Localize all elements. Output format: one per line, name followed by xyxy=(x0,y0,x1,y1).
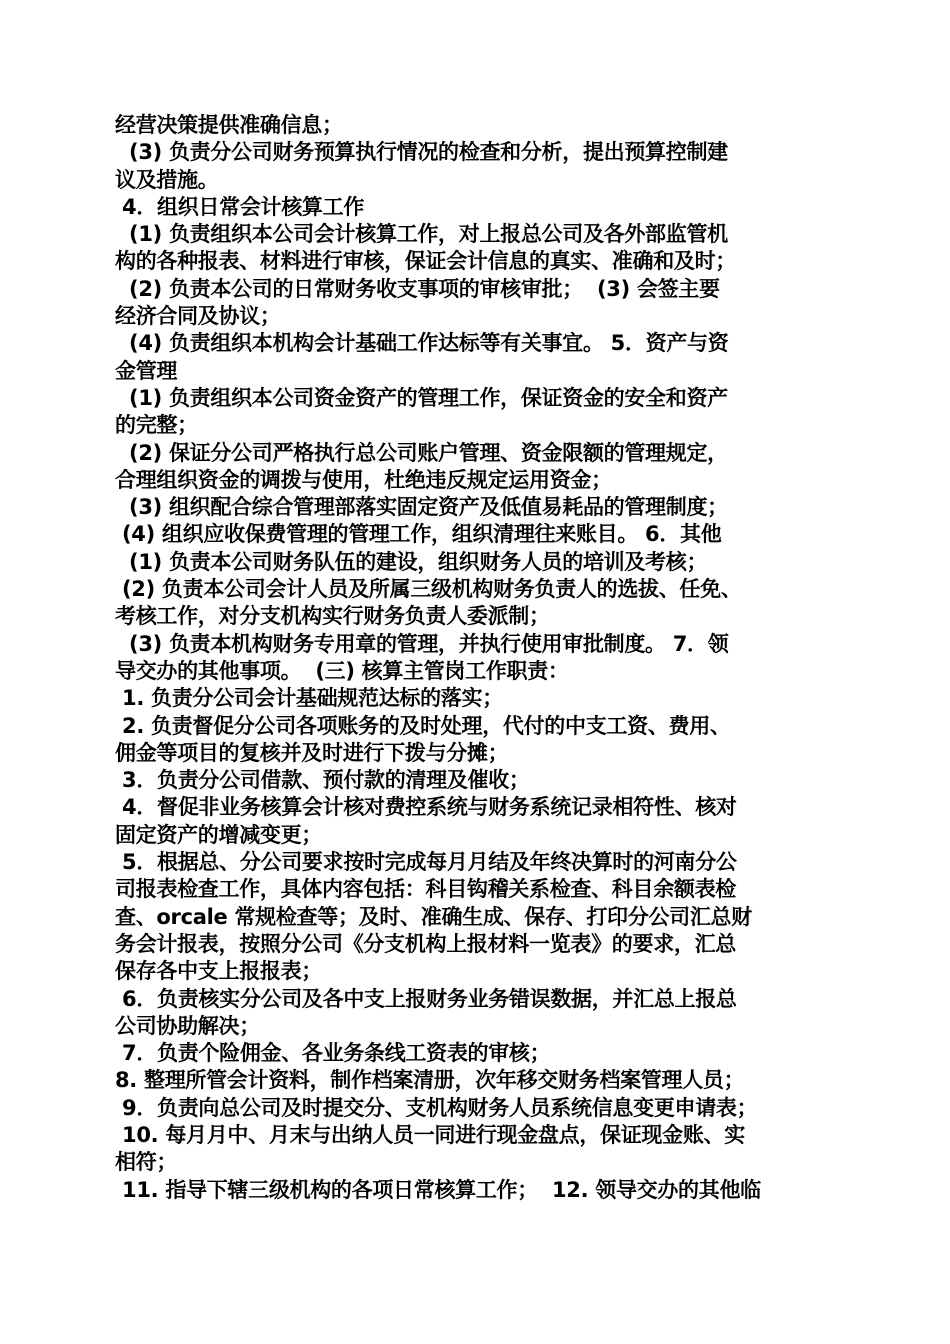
text-line: 构的各种报表、材料进行审核，保证会计信息的真实、准确和及时； xyxy=(115,249,736,274)
text-line: 8. 整理所管会计资料，制作档案清册，次年移交财务档案管理人员； xyxy=(115,1068,745,1093)
text-line: 考核工作，对分支机构实行财务负责人委派制； xyxy=(115,604,550,629)
text-line: 6．负责核实分公司及各中支上报财务业务错误数据，并汇总上报总 xyxy=(115,986,737,1011)
document-body xyxy=(115,112,850,1204)
text-line: 经营决策提供准确信息； xyxy=(115,113,343,137)
text-line: 相符； xyxy=(115,1150,178,1175)
text-line: 固定资产的增减变更； xyxy=(115,822,322,847)
text-line: 9．负责向总公司及时提交分、支机构财务人员系统信息变更申请表； xyxy=(115,1095,758,1120)
text-line: 经济合同及协议； xyxy=(115,304,281,329)
text-line: 查、orcale 常规检查等；及时、准确生成、保存、打印分公司汇总财 xyxy=(115,904,752,929)
text-line: 1. 负责分公司会计基础规范达标的落实； xyxy=(115,686,503,711)
text-line: (2) 负责本公司的日常财务收支事项的审核审批； (3) 会签主要 xyxy=(115,276,720,301)
text-line: 务会计报表，按照分公司《分支机构上报材料一览表》的要求，汇总 xyxy=(115,931,736,956)
text-line: 司报表检查工作，具体内容包括：科目钩稽关系检查、科目余额表检 xyxy=(115,877,736,902)
text-line: (2) 负责本公司会计人员及所属三级机构财务负责人的选拔、任免、 xyxy=(115,577,742,602)
text-line: (1) 负责组织本公司资金资产的管理工作，保证资金的安全和资产 xyxy=(115,385,728,410)
text-line: 合理组织资金的调拨与使用，杜绝违反规定运用资金； xyxy=(115,467,612,492)
text-line: 导交办的其他事项。 (三) 核算主管岗工作职责： xyxy=(115,658,569,683)
text-line: 4．督促非业务核算会计核对费控系统与财务系统记录相符性、核对 xyxy=(115,795,737,820)
text-line: 佣金等项目的复核并及时进行下拨与分摊； xyxy=(115,740,509,765)
text-line: 7．负责个险佣金、各业务条线工资表的审核； xyxy=(115,1041,551,1066)
text-line: 10. 每月月中、月末与出纳人员一同进行现金盘点，保证现金账、实 xyxy=(115,1122,745,1147)
text-line: 4．组织日常会计核算工作 xyxy=(115,194,365,219)
text-line: (4) 负责组织本机构会计基础工作达标等有关事宜。 5．资产与资 xyxy=(115,331,729,356)
text-line: (4) 组织应收保费管理的管理工作，组织清理往来账目。 6．其他 xyxy=(115,522,722,547)
text-line: 11. 指导下辖三级机构的各项日常核算工作； 12. 领导交办的其他临 xyxy=(115,1177,761,1202)
text-line: 保存各中支上报报表； xyxy=(115,959,322,984)
text-line: (1) 负责本公司财务队伍的建设，组织财务人员的培训及考核； xyxy=(115,549,708,574)
text-line: 的完整； xyxy=(115,413,198,438)
text-line: 金管理 xyxy=(115,358,178,383)
text-line: (3) 负责分公司财务预算执行情况的检查和分析，提出预算控制建 xyxy=(115,140,728,165)
text-line: 5．根据总、分公司要求按时完成每月月结及年终决算时的河南分公 xyxy=(115,850,737,875)
text-line: (2) 保证分公司严格执行总公司账户管理、资金限额的管理规定， xyxy=(115,440,728,465)
text-line: 2. 负责督促分公司各项账务的及时处理，代付的中支工资、费用、 xyxy=(115,713,731,738)
text-line: 3．负责分公司借款、预付款的清理及催收； xyxy=(115,768,530,793)
text-line: 公司协助解决； xyxy=(115,1013,260,1038)
text-line: (3) 组织配合综合管理部落实固定资产及低值易耗品的管理制度； xyxy=(115,495,728,520)
text-line: (1) 负责组织本公司会计核算工作，对上报总公司及各外部监管机 xyxy=(115,222,728,247)
text-line: (3) 负责本机构财务专用章的管理，并执行使用审批制度。 7．领 xyxy=(115,631,729,656)
text-line: 议及措施。 xyxy=(115,167,219,192)
